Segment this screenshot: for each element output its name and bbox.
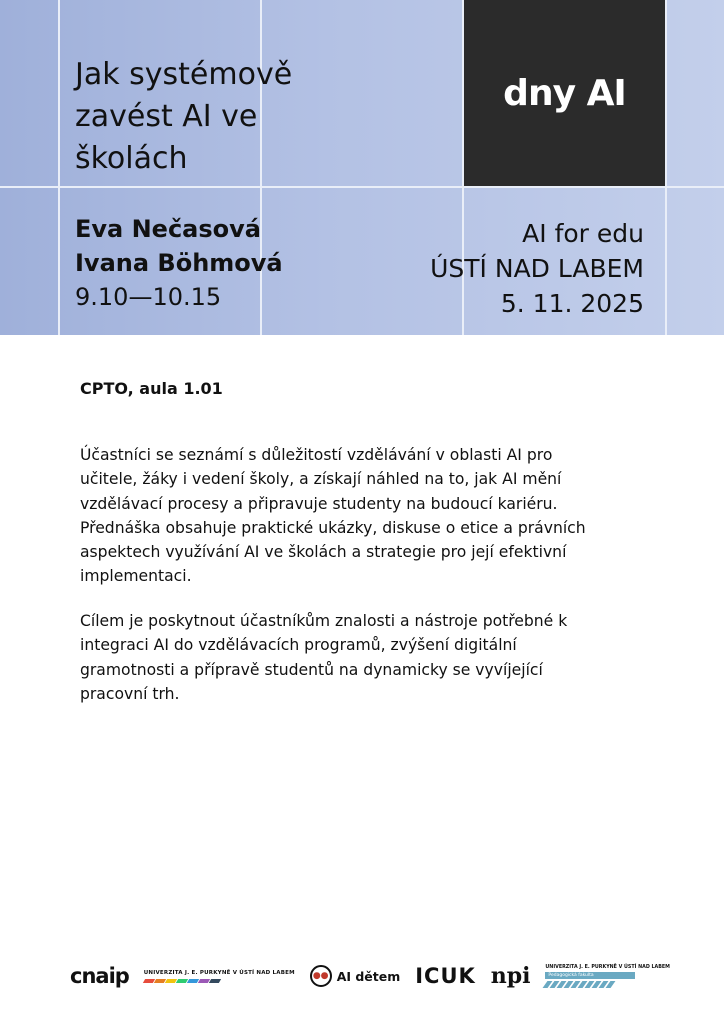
room-location: CPTO, aula 1.01 [80,379,223,398]
ujep-logo [144,970,295,983]
pedf-ujep-logo [545,965,670,988]
event-program: AI for edu [522,219,644,248]
session-time: 9.10—10.15 [75,283,222,311]
event-city: ÚSTÍ NAD LABEM [430,254,644,283]
icuk-logo: ICUK [415,964,476,988]
paragraph-line: pracovní trh. [80,684,180,703]
npi-logo: npi [490,963,531,989]
pedf-logo-faculty: Pedagogická fakulta [545,972,635,979]
event-block [430,216,644,321]
paragraph-line: aspektech využívání AI ve školách a strategie pro její efektivní [80,543,567,562]
paragraph-line: Účastníci se seznámí s důležitostí vzdělávání v oblasti AI pro [80,446,553,464]
ai-detem-text: AI dětem [336,968,401,984]
grid-line [665,0,667,335]
paragraph-line: vzdělávací procesy a připravuje studenty na budoucí kariéru. [80,494,558,513]
speakers-block [75,212,283,314]
talk-title [75,54,395,180]
grid-line [0,186,724,188]
paragraph-line: Cílem je poskytnout účastníkům znalosti a nástroje potřebné k [80,612,568,630]
paragraph-line: integraci AI do vzdělávacích programů, zvýšení digitální [80,636,517,655]
title-line: zavést AI ve [75,99,258,134]
header-panel [0,0,724,335]
pedf-logo-text: UNIVERZITA J. E. PURKYNĚ V ÚSTÍ NAD LABEM [545,964,670,970]
speaker-name: Eva Nečasová [75,215,261,243]
paragraph-line: implementaci. [80,567,192,586]
event-date: 5. 11. 2025 [500,289,644,318]
pedf-stripes [545,981,613,988]
partner-logos [70,958,670,994]
goal-paragraph [80,609,660,706]
logo-text: dny AI [503,72,626,114]
robot-icon: ●● [310,965,332,987]
title-line: školách [75,141,188,176]
ujep-stripe [209,979,221,983]
paragraph-line: učitele, žáky i vedení školy, a získají náhled na to, jak AI mění [80,470,562,489]
ujep-logo-text: UNIVERZITA J. E. PURKYNĚ V ÚSTÍ NAD LABEM [143,969,295,976]
paragraph-line: Přednáška obsahuje praktické ukázky, diskuse o etice a právních [80,518,586,537]
title-line: Jak systémově [75,57,293,92]
paragraph-line: gramotnosti a přípravě studentů na dynamicky se vyvíjející [80,660,543,679]
grid-line [58,0,60,335]
ai-detem-logo [310,965,401,987]
description-paragraph [80,443,660,589]
cnaip-logo: cnaip [70,964,129,988]
dny-ai-logo [464,0,665,186]
ujep-stripes [144,979,220,983]
speaker-name: Ivana Böhmová [75,249,283,277]
